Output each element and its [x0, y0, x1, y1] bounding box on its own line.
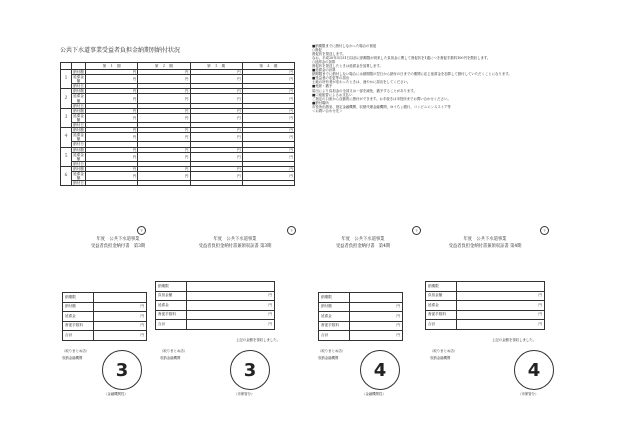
row-label: 延滞金額: [73, 94, 84, 103]
row-label: 納付日: [73, 142, 84, 147]
value-cell: 円: [190, 108, 242, 113]
row-label: 納付額: [73, 147, 84, 152]
row-label: 負担金額: [426, 291, 457, 301]
period-3-header: 第 ３ 期: [190, 63, 242, 70]
slip-right-table: [155, 281, 275, 330]
payment-schedule-table: [60, 62, 295, 186]
period-1-header: 第 １ 期: [86, 63, 138, 70]
value-cell: 円: [86, 171, 138, 180]
row-label: 延滞金: [63, 312, 94, 322]
value-cell: 円: [86, 70, 138, 75]
row-value: 円: [94, 321, 147, 331]
stamp-caption: （金融機関控）: [362, 392, 386, 396]
value-cell: 円: [86, 113, 138, 122]
receipt-stamp-4: [514, 350, 554, 390]
perforation-mark: ?: [540, 226, 549, 235]
receipt-stamp-3: [102, 350, 142, 390]
slip-header: 年度 公共下水道事業: [96, 237, 140, 242]
receipt-header: 年度 公共下水道事業: [213, 237, 257, 242]
value-cell: [138, 181, 190, 186]
note-line: 届出により負担金の全部又は一部を減免、猶予することがあります。: [312, 88, 417, 93]
year-cell: ３: [61, 108, 72, 127]
row-value: 円: [94, 302, 147, 312]
row-label: 延滞金: [156, 301, 187, 311]
value-cell: 円: [190, 152, 242, 161]
receipt-note: 上記の金額を領収しました。: [236, 338, 281, 342]
row-value: 円: [187, 301, 275, 311]
value-cell: 円: [138, 147, 190, 152]
row-label: 延滞金額: [73, 171, 84, 181]
value-cell: 円: [242, 147, 294, 152]
period-number: 4: [373, 359, 387, 381]
row-value: 円: [350, 312, 403, 322]
value-cell: 円: [242, 70, 294, 75]
receipt-subheader: 受益者負担金納付書兼領収証書 第4期: [448, 244, 522, 249]
slip-subheader: 受益者負担金納付書 第4期: [335, 244, 391, 249]
row-label: 納付額: [73, 166, 84, 171]
year-cell: １: [61, 70, 72, 89]
perforation-mark: ?: [412, 226, 421, 235]
value-cell: 円: [242, 152, 294, 161]
receipt-stamp-3: [230, 350, 270, 390]
value-cell: 円: [138, 94, 190, 103]
row-label: 納付額: [73, 128, 84, 133]
note-line: ○延滞金の加算: [312, 60, 336, 65]
value-cell: 円: [242, 133, 294, 142]
row-value: 円: [187, 320, 275, 330]
row-label: 合計: [156, 320, 187, 330]
bank-name: 収納金融機関: [430, 356, 451, 360]
row-label: 納付日: [73, 123, 84, 128]
value-cell: 円: [138, 152, 190, 161]
row-label: 納期限: [156, 282, 187, 292]
slip-right-table: [425, 281, 545, 330]
year-cell: ４: [61, 128, 72, 147]
row-value: [350, 293, 403, 303]
row-value: 円: [94, 312, 147, 322]
value-cell: 円: [86, 166, 138, 171]
slip-header: 年度 公共下水道事業: [341, 237, 385, 242]
row-value: [457, 282, 545, 292]
note-line: ■延滞金の計算: [312, 68, 336, 73]
value-cell: 円: [138, 171, 190, 180]
year-cell: ２: [61, 89, 72, 108]
row-label: 延滞金: [426, 301, 457, 311]
receipt-note: 上記の金額を領収しました。: [492, 338, 537, 342]
value-cell: 円: [138, 108, 190, 113]
period-number: 3: [115, 359, 129, 381]
schedule-row: [61, 133, 295, 142]
note-line: なお、平成20年3月31日以前に納期限が到来した負担金に関して督促状を1通につき督促手数料100円を徴収します。: [312, 56, 491, 61]
row-value: [94, 293, 147, 303]
perforation-mark: ?: [287, 226, 296, 235]
value-cell: 円: [86, 128, 138, 133]
note-line: ご指定の口座から自動的に納付ができます。お手続きは市役所までお問い合わせください。: [312, 96, 451, 101]
row-label: 納期限: [319, 293, 350, 303]
row-label: 延滞金額: [73, 75, 84, 84]
year-cell: ６: [61, 166, 72, 185]
schedule-row: [61, 171, 295, 180]
value-cell: 円: [190, 113, 242, 122]
row-value: 円: [187, 291, 275, 301]
row-value: 円: [187, 310, 275, 320]
bank-name: 収納金融機関: [318, 356, 339, 360]
note-line: ■免除・猶予: [312, 84, 333, 89]
note-line: ■納付場所: [312, 100, 329, 105]
bank-name: 収納金融機関: [62, 356, 83, 360]
row-value: 円: [457, 310, 545, 320]
note-line: ○督促: [312, 48, 322, 53]
value-cell: 円: [190, 94, 242, 103]
row-label: 延滞金額: [73, 133, 84, 142]
schedule-row: [61, 181, 295, 186]
value-cell: 円: [242, 108, 294, 113]
row-label: 督促手数料: [63, 321, 94, 331]
row-label: 納付額: [73, 108, 84, 113]
value-cell: 円: [190, 171, 242, 180]
value-cell: 円: [242, 171, 294, 180]
stamp-caption: （市保管分）: [234, 392, 255, 396]
period-4-header: 第 ４ 期: [242, 63, 294, 70]
value-cell: 円: [86, 94, 138, 103]
row-value: 円: [94, 331, 147, 341]
value-cell: 円: [190, 147, 242, 152]
row-label: 督促手数料: [426, 310, 457, 320]
value-cell: [190, 181, 242, 186]
row-value: 円: [457, 320, 545, 330]
row-label: 納付日: [73, 161, 84, 166]
value-cell: [242, 181, 294, 186]
row-label: 納付額: [319, 302, 350, 312]
value-cell: 円: [242, 166, 294, 171]
row-label: 延滞金: [319, 312, 350, 322]
row-label: 納付額: [73, 89, 84, 94]
slip-subheader: 受益者負担金納付書 第3期: [90, 244, 146, 249]
value-cell: 円: [86, 133, 138, 142]
bank-note: （取りまとめ店）: [318, 349, 346, 353]
row-value: 円: [350, 321, 403, 331]
document-title: 公共下水道事業受益者負担金納期別納付状況: [60, 47, 181, 54]
note-line: 納期限までに納付しない場合には納期限の翌日から納付の日までの期間に応じ延滞金を加算して納付していただくことになります。: [312, 72, 512, 77]
row-label: 督促手数料: [156, 310, 187, 320]
value-cell: 円: [138, 113, 190, 122]
year-cell: ５: [61, 147, 72, 166]
period-2-header: 第 ２ 期: [138, 63, 190, 70]
row-value: 円: [350, 331, 403, 341]
bank-note: （取りまとめ店）: [160, 349, 188, 353]
value-cell: 円: [190, 133, 242, 142]
note-line: 市役所出納室、指定金融機関、収納代理金融機関、ゆうちょ銀行、コンビニエンスストア等: [312, 104, 451, 109]
period-number: 3: [243, 359, 257, 381]
stamp-caption: （金融機関控）: [104, 392, 128, 396]
row-label: 納期限: [63, 293, 94, 303]
row-label: 合計: [426, 320, 457, 330]
row-label: 延滞金額: [73, 113, 84, 122]
value-cell: 円: [86, 108, 138, 113]
schedule-row: [61, 75, 295, 84]
value-cell: 円: [138, 75, 190, 84]
slip-left-table: [62, 292, 147, 341]
value-cell: 円: [242, 128, 294, 133]
value-cell: 円: [242, 75, 294, 84]
header-blank: [61, 63, 72, 70]
row-label: 合計: [319, 331, 350, 341]
schedule-row: [61, 152, 295, 161]
row-value: 円: [350, 302, 403, 312]
perforation-mark: ?: [137, 226, 146, 235]
row-value: 円: [457, 301, 545, 311]
note-line: 土地の所有者が変わったときは、速やかに届出をしてください。: [312, 80, 411, 85]
receipt-stamp-4: [360, 350, 400, 390]
notes-section: [312, 44, 572, 113]
slip-left-table: [318, 292, 403, 341]
value-cell: 円: [138, 166, 190, 171]
value-cell: 円: [86, 89, 138, 94]
row-label: 延滞金額: [73, 152, 84, 161]
value-cell: [86, 181, 138, 186]
note-line: ■受益者の変更等の届出: [312, 76, 350, 81]
row-label: 納付日: [73, 84, 84, 89]
value-cell: 円: [242, 113, 294, 122]
value-cell: 円: [190, 75, 242, 84]
note-line: 督促状を発送したときは延滞金を加算します。: [312, 64, 383, 69]
value-cell: 円: [138, 89, 190, 94]
row-label: 納付日: [73, 181, 84, 186]
note-line: ＜お問い合わせ先＞: [312, 108, 343, 113]
period-number: 4: [527, 359, 541, 381]
note-line: 督促状を発送します。: [312, 52, 346, 57]
value-cell: 円: [242, 94, 294, 103]
bank-name: 収納金融機関: [160, 356, 181, 360]
note-line: ■納期限までに納付しなかった場合の督促: [312, 44, 377, 48]
row-label: 負担金額: [156, 291, 187, 301]
bank-note: （取りまとめ店）: [430, 349, 458, 353]
receipt-subheader: 受益者負担金納付書兼領収証書 第3期: [198, 244, 272, 249]
value-cell: 円: [190, 128, 242, 133]
value-cell: 円: [190, 70, 242, 75]
bank-note: （取りまとめ店）: [62, 349, 90, 353]
row-label: 納期限: [426, 282, 457, 292]
schedule-row: [61, 94, 295, 103]
row-label: 督促手数料: [319, 321, 350, 331]
value-cell: 円: [86, 147, 138, 152]
value-cell: 円: [138, 128, 190, 133]
value-cell: 円: [190, 89, 242, 94]
receipt-header: 年度 公共下水道事業: [463, 237, 507, 242]
header-blank: [72, 63, 86, 70]
schedule-header-row: [61, 63, 295, 70]
note-line: ■口座振替によるお支払い: [312, 92, 353, 97]
value-cell: 円: [86, 152, 138, 161]
row-label: 納付額: [63, 302, 94, 312]
value-cell: 円: [86, 75, 138, 84]
value-cell: 円: [242, 89, 294, 94]
stamp-caption: （市保管分）: [518, 392, 539, 396]
value-cell: 円: [138, 70, 190, 75]
value-cell: 円: [190, 166, 242, 171]
schedule-row: [61, 113, 295, 122]
row-label: 納付額: [73, 70, 84, 74]
value-cell: 円: [138, 133, 190, 142]
row-label: 合計: [63, 331, 94, 341]
row-value: [187, 282, 275, 292]
row-value: 円: [457, 291, 545, 301]
row-label: 納付日: [73, 103, 84, 108]
